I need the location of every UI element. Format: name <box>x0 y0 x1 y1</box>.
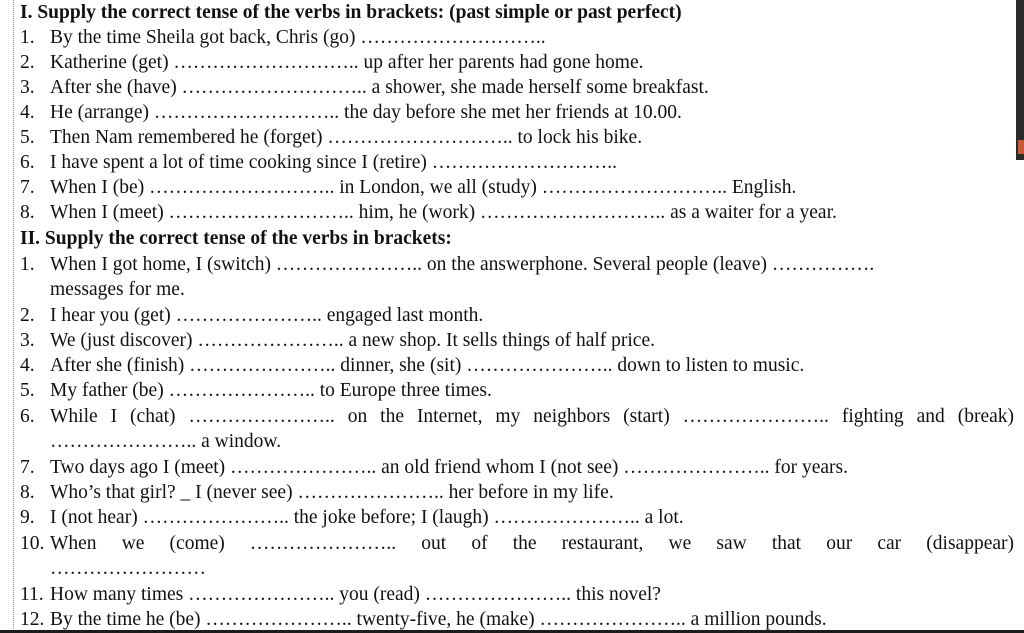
item-text: I (not hear) ………………….. the joke before; I (laugh) ………………….. a lot. <box>50 507 684 528</box>
item-text: When I (be) ……………………….. in London, we all (study) ……………………….. English. <box>50 177 797 198</box>
s2-item-10-continued <box>0 556 1024 581</box>
item-number: 9. <box>20 507 35 528</box>
s2-item-2 <box>0 303 1024 328</box>
s1-item-8 <box>0 200 1024 225</box>
s2-item-1-continued <box>0 277 1024 302</box>
item-number: 7. <box>20 177 35 198</box>
s2-item-11 <box>0 582 1024 607</box>
item-number: 6. <box>20 406 35 427</box>
item-number: 1. <box>20 254 35 275</box>
item-number: 12. <box>20 609 45 630</box>
s2-item-6 <box>0 404 1024 429</box>
item-text: When I got home, I (switch) ………………….. on the answerphone. Several people (leave) ……………. <box>50 254 875 275</box>
item-number: 3. <box>20 77 35 98</box>
item-number: 1. <box>20 27 35 48</box>
item-text-continued: messages for me. <box>50 279 185 300</box>
s2-item-6-continued <box>0 429 1024 454</box>
item-text: By the time he (be) ………………….. twenty-five, he (make) ………………….. a million pounds. <box>50 609 827 630</box>
s1-item-6 <box>0 150 1024 175</box>
s1-item-7 <box>0 175 1024 200</box>
item-text: Then Nam remembered he (forget) ……………………….. to lock his bike. <box>50 127 643 148</box>
item-number: 3. <box>20 330 35 351</box>
item-text: Two days ago I (meet) ………………….. an old friend whom I (not see) ………………….. for years. <box>50 457 848 478</box>
item-text-continued: ………………….. a window. <box>50 431 282 452</box>
s1-item-2 <box>0 50 1024 75</box>
s1-item-4 <box>0 100 1024 125</box>
item-text: I hear you (get) ………………….. engaged last month. <box>50 305 484 326</box>
item-text: I have spent a lot of time cooking since I (retire) ……………………….. <box>50 152 617 173</box>
item-number: 4. <box>20 102 35 123</box>
item-text: How many times ………………….. you (read) ………………….. this novel? <box>50 584 661 605</box>
item-text: When we (come) ………………….. out of the restaurant, we saw that our car (disappear) <box>50 533 1014 554</box>
section-2-title: II. Supply the correct tense of the verbs in brackets: <box>20 228 452 249</box>
item-number: 8. <box>20 482 35 503</box>
item-text: After she (have) ……………………….. a shower, she made herself some breakfast. <box>50 77 709 98</box>
item-number: 5. <box>20 127 35 148</box>
item-text-continued: …………………… <box>50 558 206 579</box>
s2-item-5 <box>0 378 1024 403</box>
item-number: 8. <box>20 202 35 223</box>
item-number: 10. <box>20 533 45 554</box>
s2-item-10 <box>0 531 1024 556</box>
s2-item-9 <box>0 505 1024 530</box>
item-text: By the time Sheila got back, Chris (go) ……………………….. <box>50 27 546 48</box>
item-text: My father (be) ………………….. to Europe three times. <box>50 380 492 401</box>
item-text: After she (finish) ………………….. dinner, she (sit) ………………….. down to listen to music. <box>50 355 805 376</box>
s2-item-1 <box>0 252 1024 277</box>
item-text: While I (chat) ………………….. on the Internet, my neighbors (start) ………………….. fighting and (break) <box>50 406 1014 427</box>
item-number: 2. <box>20 305 35 326</box>
item-number: 4. <box>20 355 35 376</box>
item-text: Who’s that girl? _ I (never see) ………………….. her before in my life. <box>50 482 614 503</box>
item-number: 5. <box>20 380 35 401</box>
item-text: Katherine (get) ……………………….. up after her parents had gone home. <box>50 52 644 73</box>
s2-item-7 <box>0 455 1024 480</box>
s2-item-3 <box>0 328 1024 353</box>
section-1-title: I. Supply the correct tense of the verbs in brackets: (past simple or past perfect) <box>20 2 682 23</box>
s1-item-1 <box>0 25 1024 50</box>
item-text: When I (meet) ……………………….. him, he (work) ……………………….. as a waiter for a year. <box>50 202 837 223</box>
s1-item-3 <box>0 75 1024 100</box>
item-text: We (just discover) ………………….. a new shop. It sells things of half price. <box>50 330 655 351</box>
item-number: 7. <box>20 457 35 478</box>
adjacent-window-marker <box>1018 140 1024 154</box>
s2-item-4 <box>0 353 1024 378</box>
item-text: He (arrange) ……………………….. the day before she met her friends at 10.00. <box>50 102 682 123</box>
item-number: 2. <box>20 52 35 73</box>
s1-item-5 <box>0 125 1024 150</box>
adjacent-window-edge <box>1016 0 1024 160</box>
item-number: 6. <box>20 152 35 173</box>
item-number: 11. <box>20 584 44 605</box>
s2-item-8 <box>0 480 1024 505</box>
s2-item-12 <box>0 607 1024 632</box>
